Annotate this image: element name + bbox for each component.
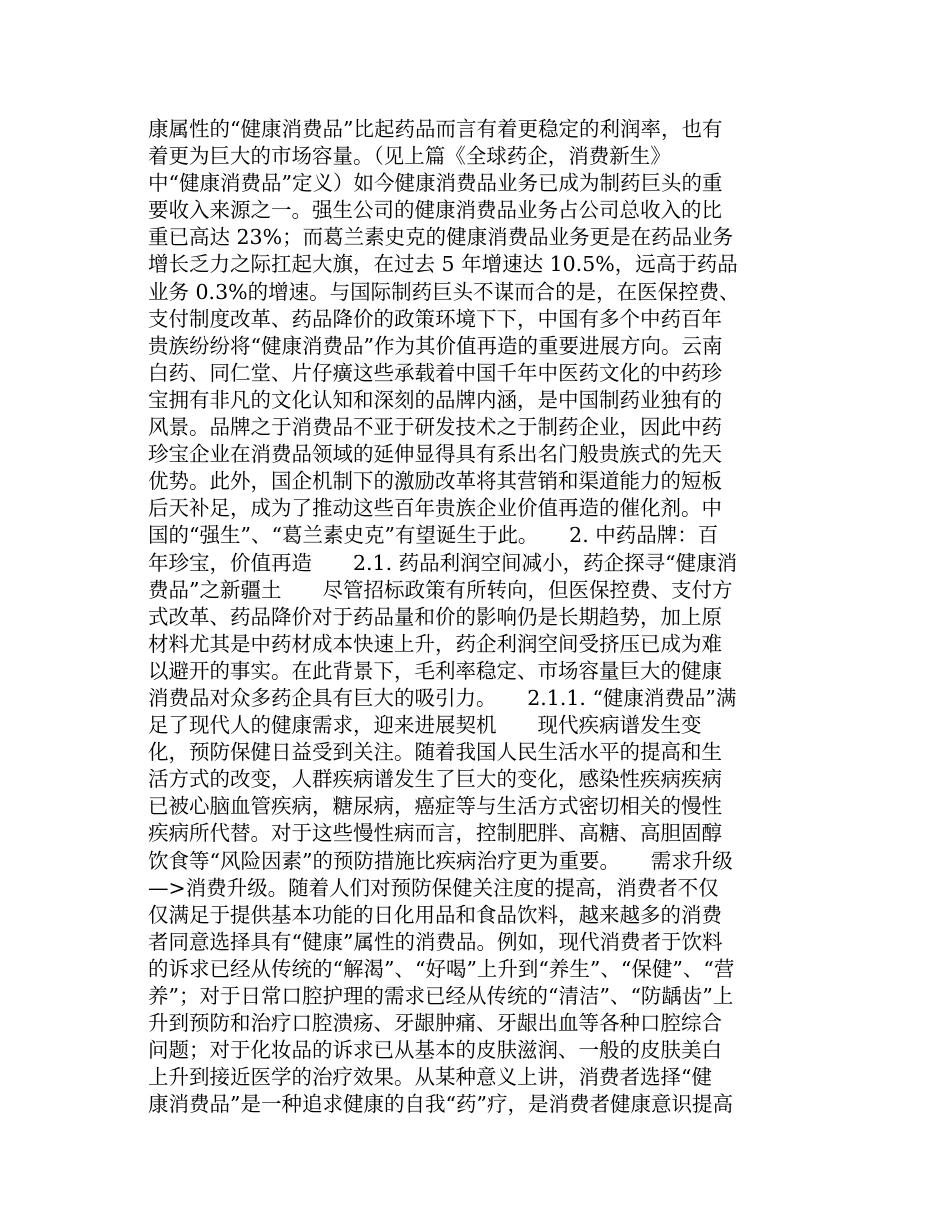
text-line: 业务 0.3%的增速。与国际制药巨头不谋而合的是，在医保控费、 bbox=[148, 279, 740, 304]
text-line: 优势。此外，国企机制下的激励改革将其营销和渠道能力的短板 bbox=[148, 469, 722, 494]
text-line: 化，预防保健日益受到关注。随着我国人民生活水平的提高和生 bbox=[148, 740, 722, 765]
text-line: 支付制度改革、药品降价的政策环境下下，中国有多个中药百年 bbox=[148, 306, 722, 331]
text-line: 者同意选择具有“健康”属性的消费品。例如，现代消费者于饮料 bbox=[148, 929, 723, 954]
text-line: 养”；对于日常口腔护理的需求已经从传统的“清洁”、“防龋齿”上 bbox=[148, 984, 734, 1008]
text-line: 贵族纷纷将“健康消费品”作为其价值再造的重要进展方向。云南 bbox=[148, 333, 723, 358]
text-line: 重已高达 23%；而葛兰素史克的健康消费品业务更是在药品业务 bbox=[148, 225, 734, 250]
text-line: 疾病所代替。对于这些慢性病而言，控制肥胖、高糖、高胆固醇 bbox=[148, 821, 722, 846]
text-line: 消费品对众多药企具有巨大的吸引力。 2.1.1. “健康消费品”满 bbox=[148, 685, 737, 710]
text-line: 费品”之新疆土 尽管招标政策有所转向，但医保控费、支付方 bbox=[148, 577, 733, 602]
text-line: 活方式的改变，人群疾病谱发生了巨大的变化，感染性疾病疾病 bbox=[148, 767, 722, 792]
text-line: 年珍宝，价值再造 2.1. 药品利润空间减小，药企探寻“健康消 bbox=[148, 550, 738, 575]
text-line: 白药、同仁堂、片仔癀这些承载着中国千年中医药文化的中药珍 bbox=[148, 360, 722, 385]
text-line: 仅满足于提供基本功能的日化用品和食品饮料，越来越多的消费 bbox=[148, 902, 722, 927]
text-line: 宝拥有非凡的文化认知和深刻的品牌内涵，是中国制药业独有的 bbox=[148, 387, 722, 412]
text-line: 足了现代人的健康需求，迎来进展契机 现代疾病谱发生变 bbox=[148, 713, 702, 738]
text-line: 问题；对于化妆品的诉求已从基本的皮肤滋润、一般的皮肤美白 bbox=[148, 1038, 722, 1063]
text-line: 康消费品”是一种追求健康的自我“药”疗，是消费者健康意识提高 bbox=[148, 1092, 733, 1117]
body-text bbox=[148, 116, 808, 1118]
text-line: 着更为巨大的市场容量。（见上篇《全球药企，消费新生》 bbox=[148, 144, 671, 169]
text-line: 的诉求已经从传统的“解渴”、“好喝”上升到“养生”、“保健”、“营 bbox=[148, 956, 735, 981]
text-line: 以避开的事实。在此背景下，毛利率稳定、市场容量巨大的健康 bbox=[148, 658, 722, 683]
text-line: 国的“强生”、“葛兰素史克”有望诞生于此。 2. 中药品牌：百 bbox=[148, 523, 719, 548]
text-line: 康属性的“健康消费品”比起药品而言有着更稳定的利润率，也有 bbox=[148, 117, 723, 141]
text-line: 中“健康消费品”定义）如今健康消费品业务已成为制药巨头的重 bbox=[148, 171, 723, 196]
text-line: 饮食等“风险因素”的预防措施比疾病治疗更为重要。 需求升级 bbox=[148, 848, 733, 873]
text-line: 上升到接近医学的治疗效果。从某种意义上讲，消费者选择“健 bbox=[148, 1065, 712, 1090]
text-line: 升到预防和治疗口腔溃疡、牙龈肿痛、牙龈出血等各种口腔综合 bbox=[148, 1011, 722, 1036]
text-line: 材料尤其是中药材成本快速上升，药企利润空间受挤压已成为难 bbox=[148, 631, 722, 656]
text-line: 已被心脑血管疾病，糖尿病，癌症等与生活方式密切相关的慢性 bbox=[148, 794, 722, 819]
text-line: —>消费升级。随着人们对预防保健关注度的提高，消费者不仅 bbox=[148, 875, 719, 900]
text-line: 后天补足，成为了推动这些百年贵族企业价值再造的催化剂。中 bbox=[148, 496, 722, 521]
text-line: 珍宝企业在消费品领域的延伸显得具有系出名门般贵族式的先天 bbox=[148, 442, 722, 467]
text-line: 式改革、药品降价对于药品量和价的影响仍是长期趋势，加上原 bbox=[148, 604, 722, 629]
text-line: 风景。品牌之于消费品不亚于研发技术之于制药企业，因此中药 bbox=[148, 415, 722, 440]
text-line: 增长乏力之际扛起大旗，在过去 5 年增速达 10.5%，远高于药品 bbox=[148, 252, 738, 277]
text-line: 要收入来源之一。强生公司的健康消费品业务占公司总收入的比 bbox=[148, 198, 722, 223]
